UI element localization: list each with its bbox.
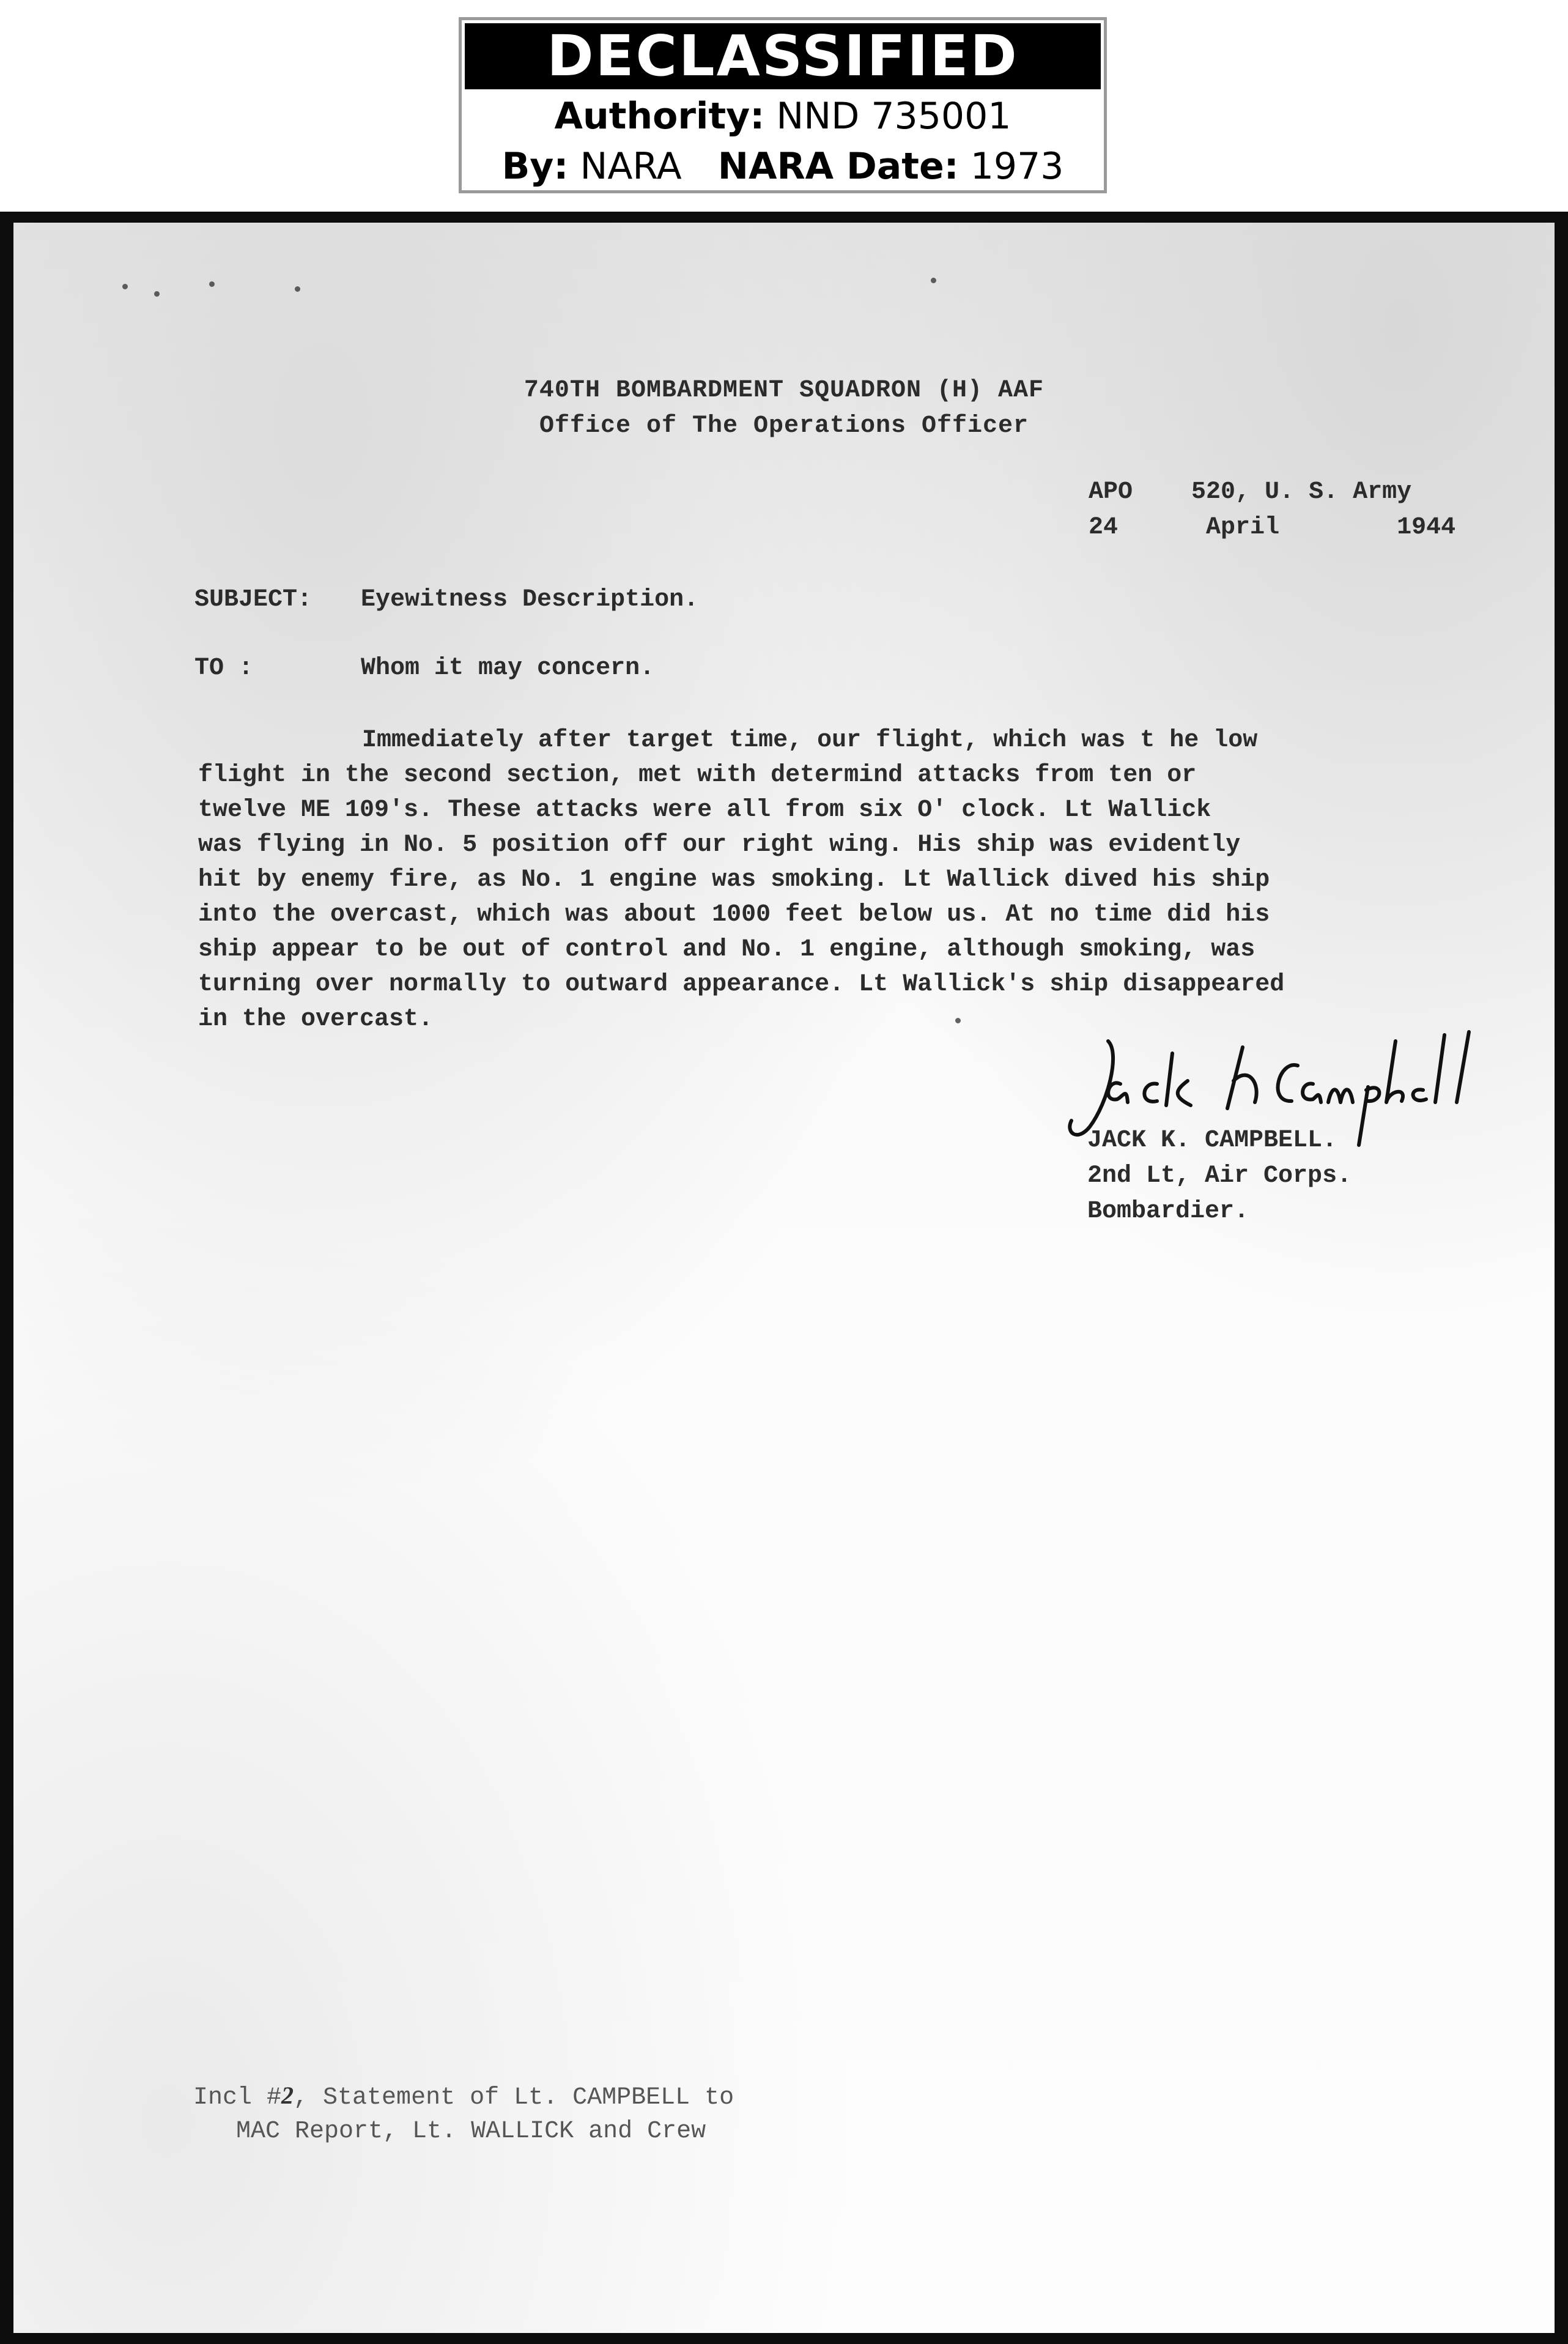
stamp-by-label: By:: [501, 145, 569, 188]
apo-number: 520, U. S. Army: [1191, 478, 1412, 506]
body-line: Immediately after target time, our flight, which was t he low: [362, 727, 1258, 754]
signature-title: Bombardier.: [1087, 1198, 1249, 1225]
body-line: hit by enemy fire, as No. 1 engine was smoking. Lt Wallick dived his ship: [198, 866, 1270, 894]
stamp-by-line: [462, 145, 1104, 188]
body-line: flight in the second section, met with determind attacks from ten or: [198, 762, 1197, 789]
stamp-date-label: NARA Date:: [717, 145, 959, 188]
enclosure-prefix: Incl #: [193, 2084, 282, 2112]
letter-body: [198, 723, 1458, 1037]
stamp-by-value: NARA: [580, 145, 682, 188]
subject-label: SUBJECT:: [194, 586, 312, 614]
stamp-banner: DECLASSIFIED: [465, 23, 1101, 89]
enclosure-description: , Statement of Lt. CAMPBELL to: [294, 2084, 734, 2112]
date-year: 1944: [1397, 514, 1456, 541]
enclosure-line-2: MAC Report, Lt. WALLICK and Crew: [236, 2118, 706, 2145]
body-line: ship appear to be out of control and No. 1 engine, although smoking, was: [198, 936, 1256, 963]
letterhead-office: Office of The Operations Officer: [539, 412, 1029, 440]
date-month: April: [1206, 514, 1280, 541]
to-label: TO :: [194, 655, 254, 682]
body-line: turning over normally to outward appearance. Lt Wallick's ship disappeared: [198, 971, 1285, 998]
apo-line: [1089, 478, 1411, 506]
body-line: in the overcast.: [198, 1006, 434, 1033]
letterhead-unit: 740TH BOMBARDMENT SQUADRON (H) AAF: [523, 377, 1045, 404]
scan-speck: [295, 286, 300, 292]
scan-speck: [209, 281, 215, 287]
signature-rank: 2nd Lt, Air Corps.: [1087, 1162, 1352, 1190]
scanned-page: [0, 212, 1568, 2344]
subject-value: Eyewitness Description.: [361, 586, 699, 614]
declassified-stamp: [459, 17, 1107, 193]
body-line: twelve ME 109's. These attacks were all from six O' clock. Lt Wallick: [198, 796, 1211, 824]
to-value: Whom it may concern.: [361, 655, 655, 682]
signature-name: JACK K. CAMPBELL.: [1087, 1127, 1337, 1154]
body-line: into the overcast, which was about 1000 feet below us. At no time did his: [198, 901, 1270, 929]
stamp-authority-value: NND 735001: [776, 95, 1011, 138]
scan-speck: [122, 284, 128, 289]
date-day: 24: [1089, 514, 1119, 541]
stamp-date-value: 1973: [970, 145, 1064, 188]
scan-speck: [154, 291, 160, 297]
body-line: was flying in No. 5 position off our right wing. His ship was evidently: [198, 831, 1241, 859]
stamp-authority-label: Authority:: [554, 95, 765, 138]
date-line: [1089, 514, 1455, 541]
scan-speck: [931, 278, 936, 283]
enclosure-line-1: [193, 2081, 734, 2112]
apo-label: APO: [1089, 478, 1133, 506]
stamp-authority-line: [462, 95, 1104, 138]
paper-sheet: [13, 223, 1555, 2333]
enclosure-number: 2: [281, 2082, 294, 2109]
